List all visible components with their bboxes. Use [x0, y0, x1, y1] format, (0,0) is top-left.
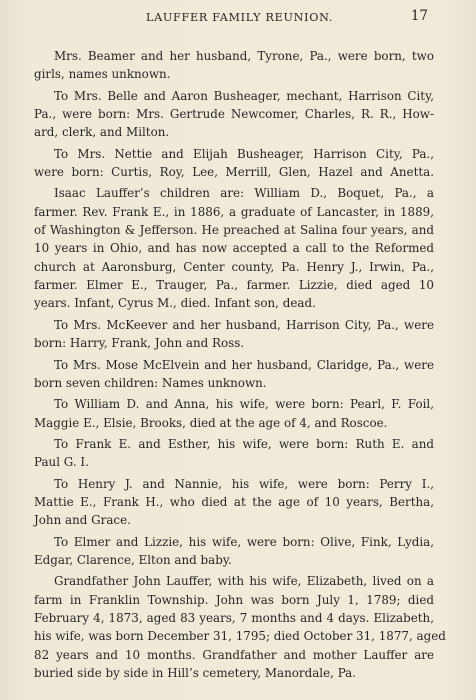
text-line: farmer. Elmer E., Trauger, Pa., farmer. Lizzie, died aged 10 [34, 278, 434, 293]
text-line: To Mrs. McKeever and her husband, Harrison City, Pa., were [54, 317, 434, 332]
page-number: 17 [410, 8, 428, 24]
text-line: were born: Curtis, Roy, Lee, Merrill, Glen, Hazel and Anetta. [34, 165, 434, 180]
text-line: farmer. Rev. Frank E., in 1886, a graduate of Lancaster, in 1889, [34, 204, 434, 219]
text-line: Mrs. Beamer and her husband, Tyrone, Pa., were born, two [54, 49, 434, 63]
text-line: To Mrs. Nettie and Elijah Busheager, Harrison City, Pa., [54, 146, 434, 161]
running-title: LAUFFER FAMILY REUNION. [146, 11, 334, 24]
text-line: To Henry J. and Nannie, his wife, were born: Perry I., [54, 476, 434, 491]
text-line: Isaac Lauffer’s children are: William D., Boquet, Pa., a [54, 186, 434, 201]
text-line: John and Grace. [34, 513, 131, 528]
text-line: farm in Franklin Township. John was born July 1, 1789; died [34, 592, 434, 607]
text-line: Mattie E., Frank H., who died at the age of 10 years, Bertha, [34, 494, 434, 509]
text-line: To Elmer and Lizzie, his wife, were born: Olive, Fink, Lydia, [54, 534, 434, 549]
text-line: February 4, 1873, aged 83 years, 7 months and 4 days. Elizabeth, [34, 610, 434, 625]
text-line: Pa., were born: Mrs. Gertrude Newcomer, Charles, R. R., How- [34, 107, 434, 122]
text-line: born seven children: Names unknown. [34, 375, 267, 390]
text-line: 82 years and 10 months. Grandfather and mother Lauffer are [34, 647, 434, 662]
text-line: his wife, was born December 31, 1795; died October 31, 1877, aged [34, 629, 446, 644]
text-line: 10 years in Ohio, and has now accepted a call to the Reformed [34, 241, 434, 256]
text-line: buried side by side in Hill’s cemetery, Manordale, Pa. [34, 666, 357, 680]
text-line: Grandfather John Lauffer, with his wife, Elizabeth, lived on a [54, 574, 434, 589]
text-line: Maggie E., Elsie, Brooks, died at the age of 4, and Roscoe. [34, 415, 388, 430]
page-header [0, 6, 476, 28]
text-line: To William D. and Anna, his wife, were born: Pearl, F. Foil, [54, 397, 434, 412]
text-line: years. Infant, Cyrus M., died. Infant son, dead. [34, 296, 316, 311]
text-line: To Mrs. Belle and Aaron Busheager, mechant, Harrison City, [54, 88, 434, 103]
text-line: To Frank E. and Esther, his wife, were born: Ruth E. and [54, 436, 434, 451]
text-line: of Washington & Jefferson. He preached at Salina four years, and [34, 223, 434, 238]
text-line: Edgar, Clarence, Elton and baby. [34, 552, 232, 567]
text-line: To Mrs. Mose McElvein and her husband, Claridge, Pa., were [54, 357, 434, 372]
body-text [34, 47, 446, 682]
text-line: girls, names unknown. [34, 67, 171, 82]
text-line: ard, clerk, and Milton. [34, 125, 170, 140]
text-line: Paul G. I. [34, 455, 89, 470]
text-line: born: Harry, Frank, John and Ross. [34, 336, 245, 351]
text-line: church at Aaronsburg, Center county, Pa. Henry J., Irwin, Pa., [34, 259, 434, 274]
